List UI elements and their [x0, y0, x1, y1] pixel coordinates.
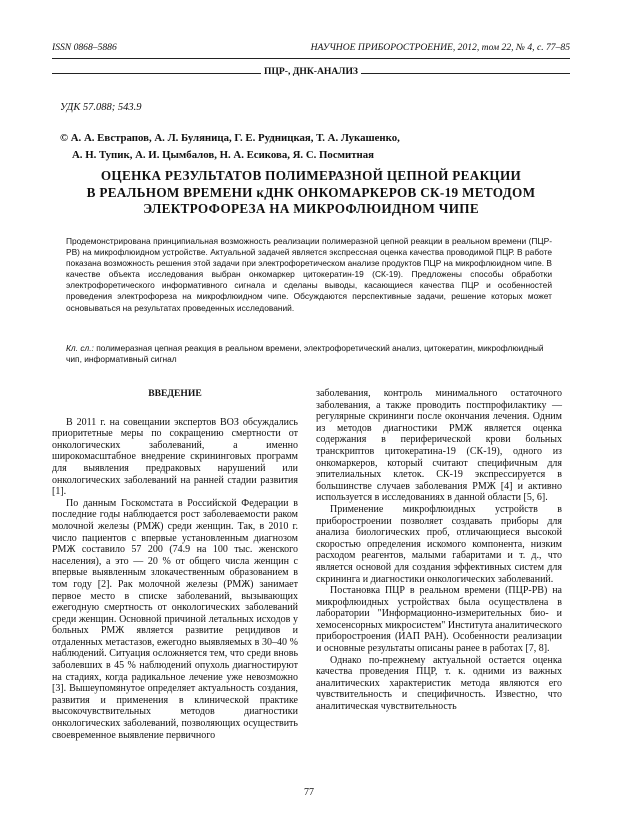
- keywords-label: Кл. сл.:: [66, 343, 94, 353]
- page-number: 77: [304, 787, 314, 798]
- abstract: Продемонстрирована принципиальная возможность реализации полимеразной цепной реакции в реальном времени (ПЦР-РВ) на микрофлюидном устройстве. Актуальной задачей является экспрессная оценка качества проводимой ПЦР. В работе показана возможность решения этой задачи при электрофоретическом анализе продуктов ПЦР на микрофлюидном чипе. В качестве объекта исследования выбран онкомаркер цитокератин-19 (СК-19). Предложены способы обработки электрофоретического информативного сигнала и сделаны выводы, касающиеся качества ПЦР и особенностей проведения электрофореза на микрофлюидном чипе. Обсуждаются перспективные задачи, решение которых может основываться на результатах проведенных исследований.: [66, 236, 552, 313]
- udk-code: УДК 57.088; 543.9: [60, 102, 142, 113]
- section-banner: [52, 66, 570, 80]
- paragraph: Постановка ПЦР в реальном времени (ПЦР-РВ) на микрофлюидных устройствах была осуществлена в лаборатории "Информационно-измерительных био- и хемосенсорных микросистем" Института аналитического приборостроения (ИАП РАН). Особенности реализации и основные результаты описаны ранее в работах [7, 8].: [316, 585, 563, 655]
- left-column: [52, 388, 298, 741]
- right-column: [316, 388, 562, 713]
- section-title: ПЦР-, ДНК-АНАЛИЗ: [52, 66, 570, 77]
- authors-line-2: А. Н. Тупик, А. И. Цымбалов, Н. А. Есикова, Я. С. Посмитная: [72, 149, 374, 161]
- paragraph: Однако по-прежнему актуальной остается оценка качества проведения ПЦР, т. к. одними из важных аналитических характеристик метода являются его чувствительность и специфичность. Известно, что аналитическая чувствительность: [316, 654, 562, 713]
- keywords-text: полимеразная цепная реакция в реальном времени, электрофоретический анализ, цитокератин, микрофлюидный чип, информативный сигнал: [66, 343, 544, 365]
- paragraph: Применение микрофлюидных устройств в приборостроении позволяет создавать приборы для анализа биологических проб, отличающиеся высокой скоростью определения искомого компонента, низким расходом реагентов, малыми габаритами и т. д., что является основой для создания эффективных систем для скрининга и диагностики онкологических заболеваний.: [316, 503, 562, 585]
- keywords: [66, 343, 552, 365]
- paragraph: заболевания, контроль минимального остаточного заболевания, а также проводить постпрофилактику — регулярные скрининги после окончания лечения. Одним из методов диагностики РМЖ является оценка содержания в периферической крови больных транскриптов цитокератина-19 (СК-19), одного из онкомаркеров, который считают специфичным для эпителиальных клеток. СК-19 экспрессируется в большинстве случаев заболевания РМЖ [4] и активно используется в исследованиях в данной области [5, 6].: [316, 388, 562, 504]
- author-list: [60, 130, 560, 164]
- introduction-heading: ВВЕДЕНИЕ: [148, 388, 202, 399]
- paper-title: [52, 168, 570, 218]
- title-line-2: В РЕАЛЬНОМ ВРЕМЕНИ кДНК ОНКОМАРКЕРОВ СК-19 МЕТОДОМ: [86, 184, 536, 200]
- paragraph: В 2011 г. на совещании экспертов ВОЗ обсуждались приоритетные меры по сокращению смертности от онкологических заболеваний, а именно широкомасштабное внедрение скрининговых программ для выявления предраковых нарушений или онкологических заболеваний на ранней стадии развития [1].: [52, 416, 298, 498]
- journal-reference: НАУЧНОЕ ПРИБОРОСТРОЕНИЕ, 2012, том 22, № 4, с. 77–85: [310, 42, 570, 53]
- title-line-3: ЭЛЕКТРОФОРЕЗА НА МИКРОФЛЮИДНОМ ЧИПЕ: [143, 201, 479, 216]
- header-rule: [52, 58, 570, 59]
- title-line-1: ОЦЕНКА РЕЗУЛЬТАТОВ ПОЛИМЕРАЗНОЙ ЦЕПНОЙ РЕАКЦИИ: [100, 168, 522, 183]
- paragraph: По данным Госкомстата в Российской Федерации в последние годы наблюдается рост заболеваемости раком молочной железы (РМЖ) среди женщин. Так, в 2010 г. число пациентов с впервые установленным диагнозом РМЖ составило 57 200 (74.9 на 100 тыс. женского населения), а это — 20 % от общего числа женщин с впервые выявленным злокачественным образованием в том году [2]. Рак молочной железы (РМЖ) занимает первое место в списке заболеваний, вызывающих ежегодную смертность от онкологических заболеваний среди женщин. Основной причиной летальных исходов у больных РМЖ является развитие рецидивов и отдаленных метастазов, ежегодно выявляемых в 30–40 % наблюдений. Ситуация осложняется тем, что среди вновь заболевших в 45 % наблюдений опухоль диагностируют на стадиях, когда радикальное лечение уже невозможно [3]. Вышеупомянутое определяет актуальность создания, развития и применения в клинической практике высокочувствительных методов диагностики онкологических заболеваний, позволяющих осуществить своевременное выявление первичного: [52, 497, 298, 741]
- authors-line-1: © А. А. Евстрапов, А. Л. Буляница, Г. Е. Рудницкая, Т. А. Лукашенко,: [60, 132, 400, 144]
- issn: ISSN 0868–5886: [52, 42, 117, 53]
